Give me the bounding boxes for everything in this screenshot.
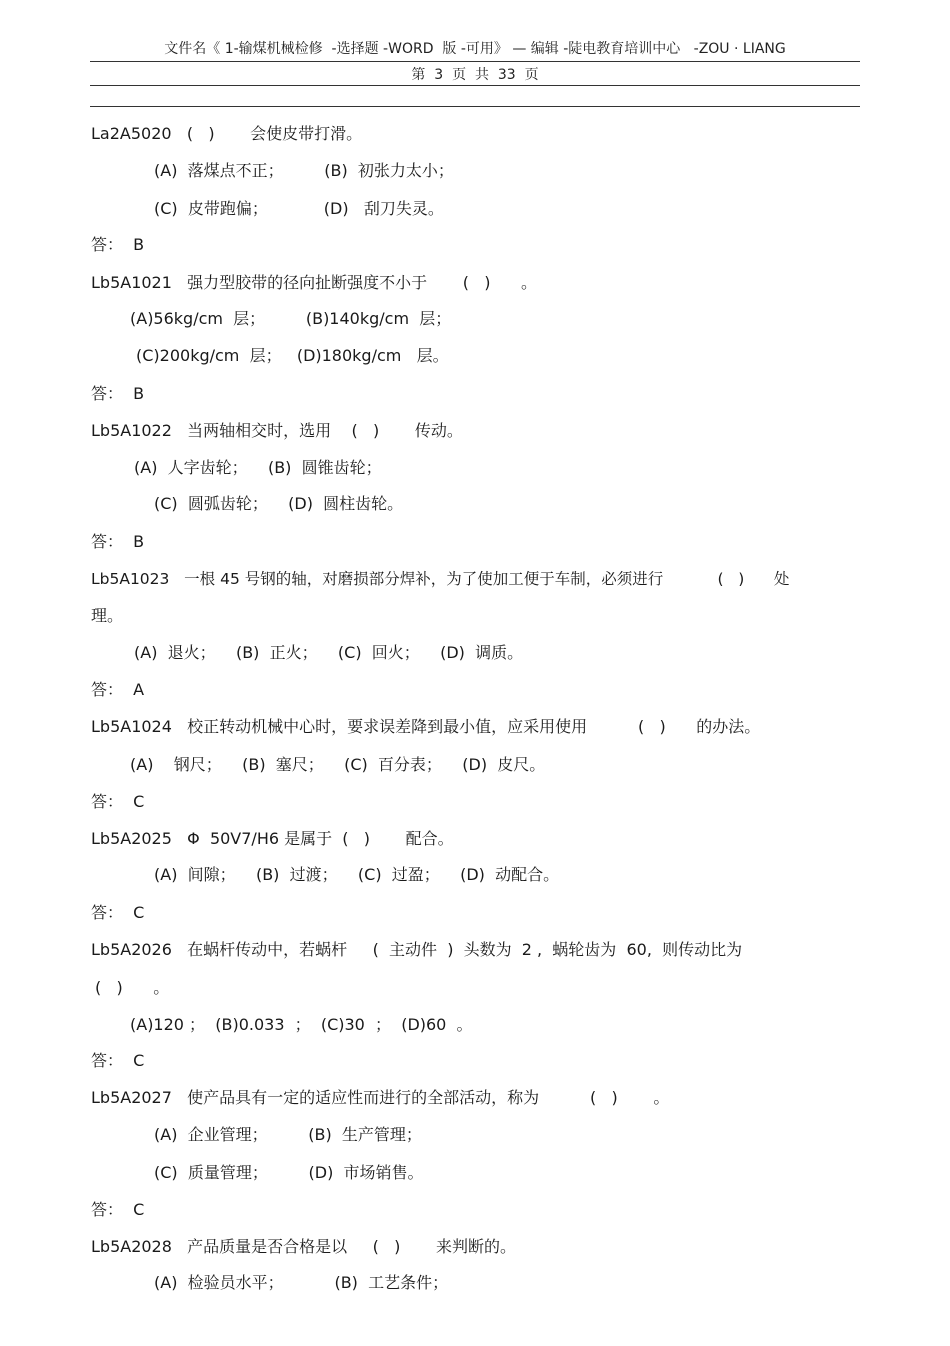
question-options: (A) 检验员水平； (B) 工艺条件； — [154, 1273, 449, 1292]
question-stem: La2A5020 ( ) 会使皮带打滑。 — [91, 124, 363, 143]
answer-line: 答： A — [91, 680, 145, 699]
question-options: (C) 质量管理； (D) 市场销售。 — [154, 1163, 424, 1182]
question-options: (C) 圆弧齿轮； (D) 圆柱齿轮。 — [154, 494, 404, 513]
answer-line: 答： C — [91, 903, 145, 922]
question-options: (C)200kg/cm 层； (D)180kg/cm 层。 — [136, 346, 449, 365]
header-rule-bottom — [90, 106, 860, 107]
answer-line: 答： B — [91, 532, 145, 551]
question-stem-continued: 理。 — [91, 606, 124, 625]
answer-line: 答： C — [91, 1200, 145, 1219]
question-options: (A) 企业管理； (B) 生产管理； — [154, 1125, 422, 1144]
question-stem: Lb5A1021 强力型胶带的径向扯断强度不小于 ( ) 。 — [91, 273, 538, 292]
question-options: (A)56kg/cm 层； (B)140kg/cm 层； — [130, 309, 452, 328]
question-options: (A)120 ； (B)0.033 ； (C)30 ； (D)60 。 — [130, 1015, 473, 1034]
answer-line: 答： B — [91, 384, 145, 403]
question-stem: Lb5A2025 Φ 50V7/H6 是属于 ( ) 配合。 — [91, 829, 454, 848]
answer-line: 答： B — [91, 235, 145, 254]
page-indicator: 第 3 页 共 33 页 — [411, 67, 539, 83]
question-options: (A) 人字齿轮； (B) 圆锥齿轮； — [134, 458, 382, 477]
answer-line: 答： C — [91, 792, 145, 811]
header-rule-top — [90, 61, 860, 62]
question-options: (A) 间隙； (B) 过渡； (C) 过盈； (D) 动配合。 — [154, 865, 560, 884]
question-options: (A) 落煤点不正； (B) 初张力太小； — [154, 161, 454, 180]
question-stem: Lb5A2028 产品质量是否合格是以 ( ) 来判断的。 — [91, 1237, 516, 1256]
question-stem: Lb5A2026 在蜗杆传动中，若蜗杆 ( 主动件 ) 头数为 2 , 蜗轮齿为 60, 则传动比为 — [91, 940, 743, 959]
question-stem: Lb5A2027 使产品具有一定的适应性而进行的全部活动，称为 ( ) 。 — [91, 1088, 670, 1107]
question-options: (C) 皮带跑偏； (D) 刮刀失灵。 — [154, 199, 444, 218]
question-options: (A) 钢尺； (B) 塞尺； (C) 百分表； (D) 皮尺。 — [130, 755, 546, 774]
question-stem-continued: ( ) 。 — [95, 978, 170, 997]
document-title: 文件名《 1-输煤机械检修 -选择题 -WORD 版 -可用》 — 编辑 -陡电教育培训中心 -ZOU · LIANG — [164, 41, 786, 57]
question-stem: Lb5A1022 当两轴相交时，选用 ( ) 传动。 — [91, 421, 463, 440]
question-options: (A) 退火； (B) 正火； (C) 回火； (D) 调质。 — [134, 643, 524, 662]
question-stem: Lb5A1023 一根 45 号钢的轴，对磨损部分焊补，为了使加工便于车制，必须进行 ( ) 处 — [91, 570, 790, 588]
answer-line: 答： C — [91, 1051, 145, 1070]
question-stem: Lb5A1024 校正转动机械中心时，要求误差降到最小值，应采用使用 ( ) 的办法。 — [91, 717, 761, 736]
header-rule-middle — [90, 85, 860, 86]
